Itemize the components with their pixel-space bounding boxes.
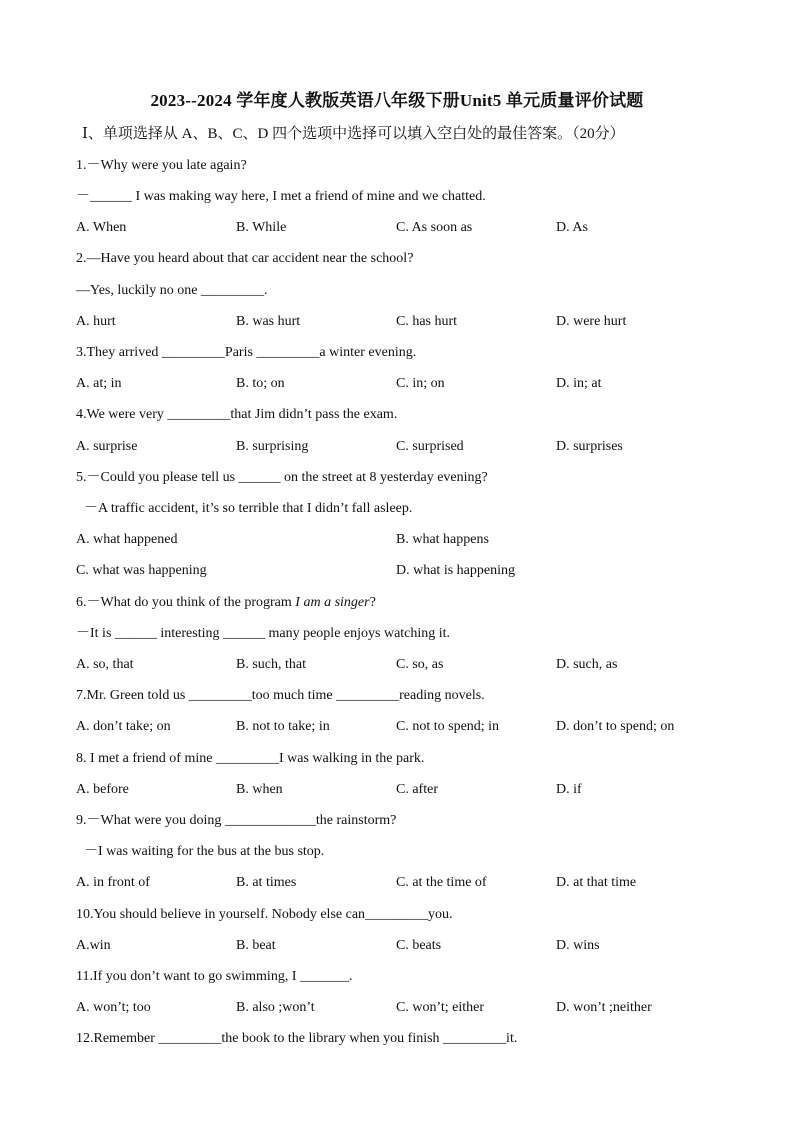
q7-option-b: B. not to take; in	[236, 719, 330, 734]
q3-option-b: B. to; on	[236, 376, 285, 391]
q8-option-a: A. before	[76, 782, 129, 797]
question-5-stem: 5.－Could you please tell us ______ on the street at 8 yesterday evening?	[76, 470, 488, 485]
q7-option-a: A. don’t take; on	[76, 719, 171, 734]
q5-option-a: A. what happened	[76, 532, 178, 547]
q2-option-d: D. were hurt	[556, 314, 627, 329]
q1-option-c: C. As soon as	[396, 220, 473, 235]
q7-option-d: D. don’t to spend; on	[556, 719, 675, 734]
q8-option-b: B. when	[236, 782, 283, 797]
q9-option-c: C. at the time of	[396, 875, 487, 890]
q9-option-a: A. in front of	[76, 875, 150, 890]
q10-option-c: C. beats	[396, 938, 442, 953]
question-2-answer-line: —Yes, luckily no one _________.	[76, 283, 268, 298]
q9-option-d: D. at that time	[556, 875, 637, 890]
q10-option-d: D. wins	[556, 938, 600, 953]
question-12-stem: 12.Remember _________the book to the library when you finish _________it.	[76, 1031, 518, 1046]
question-1-stem: 1.－Why were you late again?	[76, 158, 247, 173]
q3-option-c: C. in; on	[396, 376, 445, 391]
q6-stem-end: ?	[369, 595, 376, 610]
q11-option-a: A. won’t; too	[76, 1000, 151, 1015]
q4-option-a: A. surprise	[76, 439, 138, 454]
q6-stem-text: 6.－What do you think of the program	[76, 595, 296, 610]
question-11-stem: 11.If you don’t want to go swimming, I _______.	[76, 969, 353, 984]
q2-option-c: C. has hurt	[396, 314, 458, 329]
q11-option-d: D. won’t ;neither	[556, 1000, 652, 1015]
question-10-stem: 10.You should believe in yourself. Nobody else can_________you.	[76, 907, 453, 922]
q3-option-d: D. in; at	[556, 376, 602, 391]
q6-option-d: D. such, as	[556, 657, 618, 672]
q6-option-b: B. such, that	[236, 657, 306, 672]
q8-option-d: D. if	[556, 782, 582, 797]
q3-option-a: A. at; in	[76, 376, 122, 391]
q5-option-b: B. what happens	[396, 532, 489, 547]
q6-option-c: C. so, as	[396, 657, 444, 672]
question-6-answer-line: －It is ______ interesting ______ many people enjoys watching it.	[76, 626, 451, 641]
question-1-answer-line: －______ I was making way here, I met a friend of mine and we chatted.	[76, 189, 486, 204]
q7-option-c: C. not to spend; in	[396, 719, 500, 734]
section-heading: Ⅰ、单项选择从 A、B、C、D 四个选项中选择可以填入空白处的最佳答案。（20分）	[82, 126, 625, 142]
q2-option-a: A. hurt	[76, 314, 116, 329]
q4-option-d: D. surprises	[556, 439, 623, 454]
q8-option-c: C. after	[396, 782, 438, 797]
question-8-stem: 8. I met a friend of mine _________I was walking in the park.	[76, 751, 425, 766]
q5-option-c: C. what was happening	[76, 563, 207, 578]
question-9-answer-line: －I was waiting for the bus at the bus stop.	[84, 844, 325, 859]
question-5-answer-line: －A traffic accident, it’s so terrible that I didn’t fall asleep.	[84, 501, 413, 516]
q10-option-a: A.win	[76, 938, 111, 953]
question-9-stem: 9.－What were you doing _____________the rainstorm?	[76, 813, 397, 828]
q11-option-c: C. won’t; either	[396, 1000, 485, 1015]
q4-option-c: C. surprised	[396, 439, 464, 454]
q1-option-b: B. While	[236, 220, 287, 235]
question-3-stem: 3.They arrived _________Paris _________a winter evening.	[76, 345, 417, 360]
q4-option-b: B. surprising	[236, 439, 309, 454]
question-6-stem	[76, 594, 376, 612]
question-2-stem: 2.—Have you heard about that car accident near the school?	[76, 251, 414, 266]
page-title: 2023--2024 学年度人教版英语八年级下册Unit5 单元质量评价试题	[150, 91, 644, 110]
q5-option-d: D. what is happening	[396, 563, 515, 578]
q1-option-d: D. As	[556, 220, 588, 235]
q11-option-b: B. also ;won’t	[236, 1000, 315, 1015]
question-7-stem: 7.Mr. Green told us _________too much time _________reading novels.	[76, 688, 485, 703]
q6-option-a: A. so, that	[76, 657, 134, 672]
q1-option-a: A. When	[76, 220, 127, 235]
q9-option-b: B. at times	[236, 875, 297, 890]
q2-option-b: B. was hurt	[236, 314, 301, 329]
q10-option-b: B. beat	[236, 938, 276, 953]
q6-program-title: I am a singer	[295, 595, 370, 610]
question-4-stem: 4.We were very _________that Jim didn’t pass the exam.	[76, 407, 398, 422]
